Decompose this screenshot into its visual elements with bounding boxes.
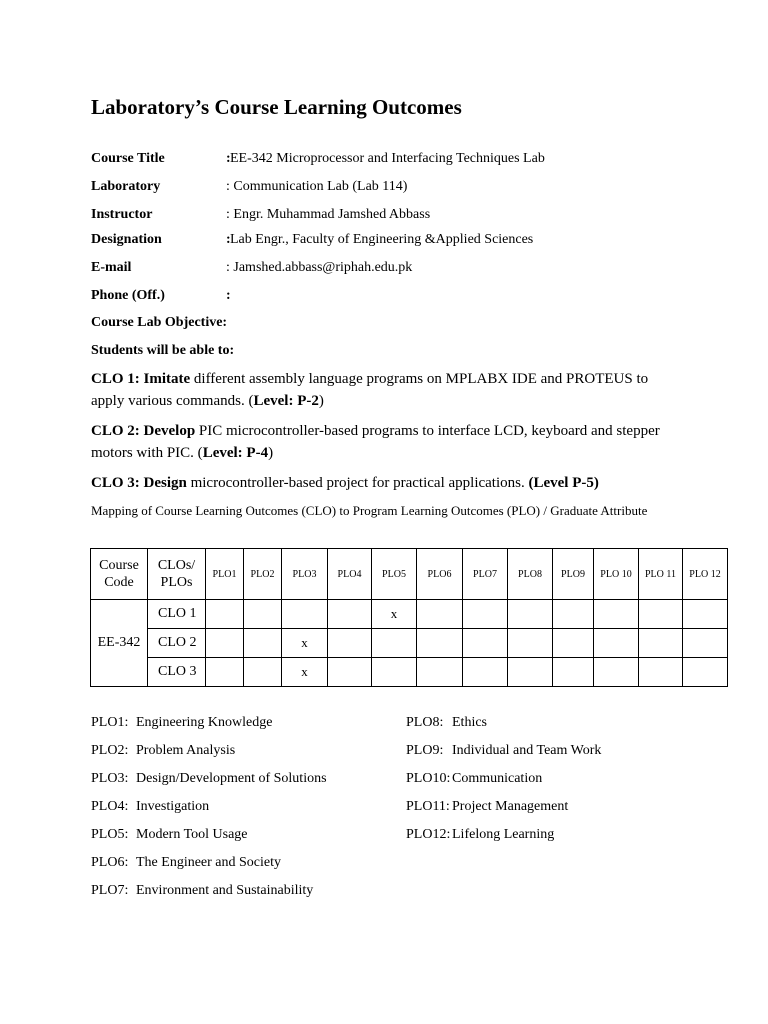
clo-plo-mapping-table: [90, 548, 728, 687]
students-heading: Students will be able to:: [91, 343, 235, 358]
mapping-cell: [683, 658, 728, 687]
clo-statement: [91, 472, 681, 494]
plo-code: PLO9:: [406, 743, 444, 758]
mapping-cell: [244, 658, 282, 687]
mapping-cell: [328, 658, 372, 687]
clo-end: ): [318, 393, 324, 409]
mapping-cell: [508, 600, 553, 629]
plo-code: PLO7:: [91, 883, 129, 898]
info-colon: :: [226, 151, 231, 166]
clo-level: (Level P-5): [528, 475, 599, 491]
mapping-cell: [683, 629, 728, 658]
clo-cell: CLO 1: [148, 600, 206, 629]
header-plo: PLO4: [328, 549, 372, 600]
plo-code: PLO5:: [91, 827, 129, 842]
mapping-cell: [372, 629, 417, 658]
plo-list-right: [406, 715, 706, 855]
plo-code: PLO3:: [91, 771, 129, 786]
plo-name: Project Management: [452, 799, 569, 814]
mapping-cell: [594, 629, 639, 658]
clo-end: ): [268, 445, 274, 461]
info-value: Lab Engr., Faculty of Engineering &Applied Sciences: [230, 232, 534, 247]
plo-name: Ethics: [452, 715, 487, 730]
header-plo: PLO6: [417, 549, 463, 600]
table-header-row: [91, 549, 728, 600]
mapping-cell: [206, 658, 244, 687]
header-plo: PLO5: [372, 549, 417, 600]
header-clos-plos: CLOs/ PLOs: [148, 549, 206, 600]
plo-name: Engineering Knowledge: [136, 715, 273, 730]
info-label: E-mail: [91, 260, 132, 275]
clo-text: microcontroller-based project for practical applications.: [186, 475, 529, 491]
header-plo: PLO 11: [639, 549, 683, 600]
info-label: Phone (Off.): [91, 288, 165, 303]
plo-name: Environment and Sustainability: [136, 883, 314, 898]
plo-code: PLO4:: [91, 799, 129, 814]
mapping-cell: [463, 600, 508, 629]
mapping-cell: [244, 629, 282, 658]
mapping-cell: [417, 600, 463, 629]
mapping-cell: [417, 629, 463, 658]
clo-label: CLO 1: Imitate: [91, 371, 191, 387]
header-course-code: Course Code: [91, 549, 148, 600]
mapping-cell: [244, 600, 282, 629]
info-colon: :: [226, 288, 231, 303]
header-plo: PLO9: [553, 549, 594, 600]
mapping-cell: [508, 658, 553, 687]
course-code-cell: EE-342: [91, 600, 148, 687]
mapping-caption: Mapping of Course Learning Outcomes (CLO) to Program Learning Outcomes (PLO) / Graduate Attribute: [91, 503, 648, 518]
mapping-cell: x: [372, 600, 417, 629]
mapping-cell: [639, 658, 683, 687]
mapping-cell: [553, 629, 594, 658]
info-value: : Engr. Muhammad Jamshed Abbass: [226, 207, 431, 222]
header-plo: PLO8: [508, 549, 553, 600]
table-row: [91, 658, 728, 687]
plo-name: Investigation: [136, 799, 210, 814]
table-row: [91, 600, 728, 629]
plo-code: PLO2:: [91, 743, 129, 758]
plo-code: PLO6:: [91, 855, 129, 870]
mapping-cell: [328, 600, 372, 629]
info-label: Instructor: [91, 207, 153, 222]
header-plo: PLO 10: [594, 549, 639, 600]
clo-level: Level: P-4: [202, 445, 269, 461]
mapping-cell: [683, 600, 728, 629]
objective-heading: Course Lab Objective:: [91, 315, 228, 330]
info-colon: :: [226, 232, 231, 247]
header-plo: PLO2: [244, 549, 282, 600]
plo-code: PLO1:: [91, 715, 129, 730]
mapping-cell: [372, 658, 417, 687]
mapping-cell: [553, 658, 594, 687]
mapping-cell: x: [282, 629, 328, 658]
page-title: Laboratory’s Course Learning Outcomes: [91, 95, 462, 119]
plo-code: PLO12:: [406, 827, 451, 842]
plo-name: Communication: [452, 771, 543, 786]
plo-list-left: [91, 715, 391, 915]
clo-text: different assembly language programs on MPLABX IDE and PROTEUS to apply various commands. (: [91, 371, 649, 409]
header-plo: PLO7: [463, 549, 508, 600]
mapping-cell: [328, 629, 372, 658]
mapping-cell: [639, 600, 683, 629]
mapping-cell: [553, 600, 594, 629]
plo-name: Problem Analysis: [136, 743, 236, 758]
mapping-cell: [639, 629, 683, 658]
clo-text: PIC microcontroller-based programs to interface LCD, keyboard and stepper motors with PIC. (: [91, 423, 660, 461]
plo-name: Lifelong Learning: [452, 827, 555, 842]
info-label: Laboratory: [91, 179, 161, 194]
info-value: : Jamshed.abbass@riphah.edu.pk: [226, 260, 413, 275]
mapping-cell: [417, 658, 463, 687]
mapping-cell: [463, 629, 508, 658]
clo-level: Level: P-2: [253, 393, 319, 409]
clo-statement: [91, 368, 681, 412]
clo-label: CLO 3: Design: [91, 475, 187, 491]
plo-code: PLO11:: [406, 799, 450, 814]
mapping-cell: [206, 629, 244, 658]
mapping-cell: x: [282, 658, 328, 687]
mapping-cell: [206, 600, 244, 629]
plo-name: Individual and Team Work: [452, 743, 602, 758]
plo-code: PLO8:: [406, 715, 444, 730]
header-plo: PLO1: [206, 549, 244, 600]
mapping-cell: [508, 629, 553, 658]
info-label: Designation: [91, 232, 162, 247]
plo-name: Design/Development of Solutions: [136, 771, 327, 786]
table-row: [91, 629, 728, 658]
clo-cell: CLO 3: [148, 658, 206, 687]
mapping-cell: [463, 658, 508, 687]
plo-code: PLO10:: [406, 771, 451, 786]
info-value: EE-342 Microprocessor and Interfacing Techniques Lab: [230, 151, 545, 166]
header-plo: PLO 12: [683, 549, 728, 600]
plo-name: Modern Tool Usage: [136, 827, 248, 842]
clo-label: CLO 2: Develop: [91, 423, 196, 439]
plo-name: The Engineer and Society: [136, 855, 282, 870]
mapping-cell: [282, 600, 328, 629]
info-label: Course Title: [91, 151, 165, 166]
info-value: : Communication Lab (Lab 114): [226, 179, 408, 194]
clo-cell: CLO 2: [148, 629, 206, 658]
header-plo: PLO3: [282, 549, 328, 600]
clo-statement: [91, 420, 681, 464]
mapping-cell: [594, 658, 639, 687]
mapping-cell: [594, 600, 639, 629]
